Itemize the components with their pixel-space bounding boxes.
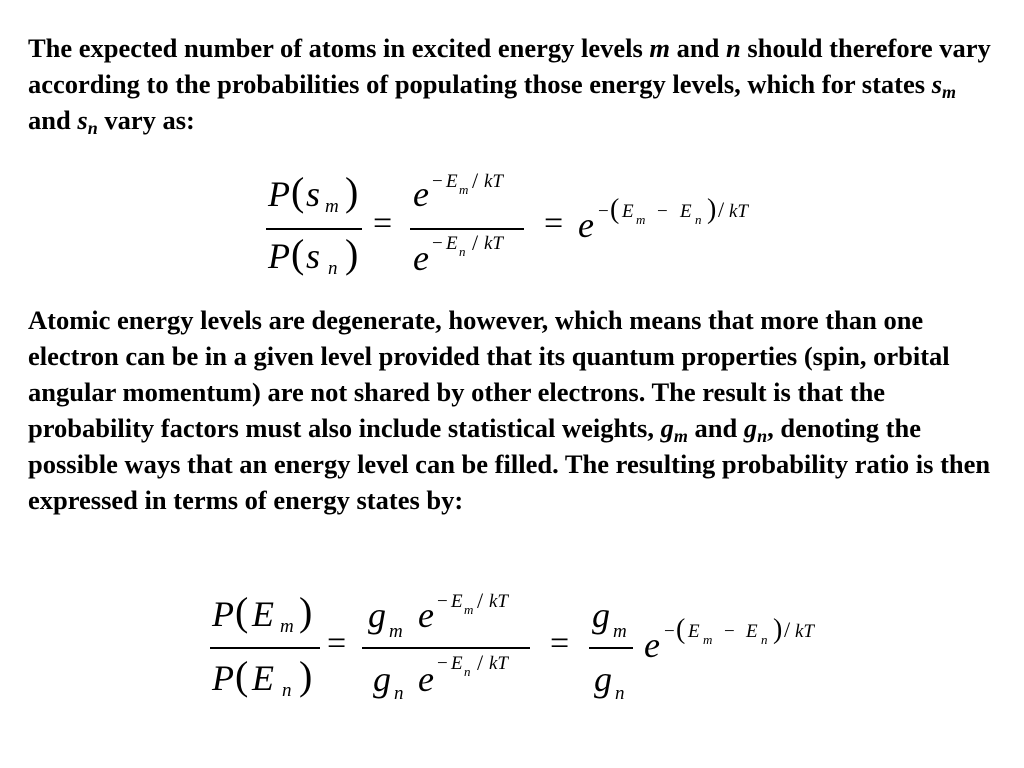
- eq-symbol-E: E: [746, 621, 758, 642]
- eq-symbol-P: P: [268, 174, 290, 214]
- eq-kT: kT: [729, 201, 748, 222]
- eq-symbol-e: e: [418, 659, 434, 699]
- eq-slash: /: [472, 168, 479, 193]
- eq-symbol-e: e: [413, 174, 429, 214]
- eq-equals: =: [550, 625, 570, 662]
- eq-equals: =: [373, 205, 393, 242]
- eq-symbol-E: E: [252, 658, 274, 698]
- eq-subscript-n: n: [615, 683, 625, 704]
- subscript-n: n: [87, 118, 98, 139]
- eq-minus: −: [432, 233, 443, 254]
- eq-paren: (: [676, 614, 686, 645]
- eq-kT: kT: [484, 171, 503, 192]
- eq-symbol-E: E: [446, 171, 458, 192]
- eq-kT: kT: [489, 591, 508, 612]
- text-segment: should therefore vary according to the probabilities of populating those energy levels, which for states: [28, 33, 991, 99]
- eq-minus: −: [437, 653, 448, 674]
- eq-paren: (: [291, 231, 305, 276]
- eq-symbol-g: g: [368, 595, 386, 635]
- eq-equals: =: [544, 205, 564, 242]
- variable-g: g: [660, 413, 674, 443]
- eq-subscript-m: m: [464, 602, 474, 617]
- eq-symbol-g: g: [592, 595, 610, 635]
- eq-paren: (: [291, 169, 305, 214]
- eq-minus: −: [724, 621, 735, 642]
- variable-s: s: [77, 105, 88, 135]
- eq-symbol-E: E: [680, 201, 692, 222]
- fraction-bar: [210, 647, 320, 649]
- eq-paren: ): [345, 231, 359, 276]
- eq-subscript-m: m: [389, 621, 403, 642]
- eq-symbol-e: e: [644, 625, 660, 665]
- text-segment: Atomic energy levels are degenerate, however, which means that more than one electron can be in a given level provided that its quantum properties (spin, orbital angular momentum) are not shared by other electrons. The result is that the probability factors must also include statistical weights,: [28, 305, 950, 443]
- eq-slash: /: [477, 588, 484, 613]
- eq-minus: −: [598, 201, 609, 222]
- eq-symbol-s: s: [306, 236, 321, 276]
- eq-paren: ): [299, 589, 313, 634]
- eq-subscript-n: n: [761, 632, 768, 647]
- eq-subscript-n: n: [394, 683, 404, 704]
- eq-minus: −: [664, 621, 675, 642]
- subscript-m: m: [942, 82, 957, 103]
- eq-paren: ): [707, 194, 717, 225]
- eq-paren: ): [773, 614, 783, 645]
- text-segment: and: [670, 33, 727, 63]
- variable-n: n: [726, 33, 741, 63]
- eq-symbol-E: E: [688, 621, 700, 642]
- eq-subscript-m: m: [636, 212, 646, 227]
- eq-kT: kT: [484, 233, 503, 254]
- eq-subscript-m: m: [703, 632, 713, 647]
- eq-slash: /: [784, 617, 791, 642]
- eq-symbol-e: e: [578, 205, 594, 245]
- eq-symbol-g: g: [373, 659, 391, 699]
- eq-subscript-n: n: [464, 664, 471, 679]
- eq-subscript-n: n: [282, 680, 292, 701]
- eq-subscript-n: n: [695, 212, 702, 227]
- eq-symbol-P: P: [212, 658, 234, 698]
- eq-paren: (: [235, 589, 249, 634]
- eq-subscript-m: m: [325, 196, 339, 217]
- eq-symbol-E: E: [622, 201, 634, 222]
- eq-symbol-g: g: [594, 659, 612, 699]
- eq-subscript-m: m: [280, 616, 294, 637]
- eq-symbol-e: e: [413, 238, 429, 278]
- eq-paren: (: [610, 194, 620, 225]
- eq-slash: /: [472, 230, 479, 255]
- eq-symbol-P: P: [212, 594, 234, 634]
- eq-kT: kT: [795, 621, 814, 642]
- eq-slash: /: [477, 650, 484, 675]
- eq-minus: −: [657, 201, 668, 222]
- eq-symbol-s: s: [306, 174, 321, 214]
- eq-symbol-e: e: [418, 595, 434, 635]
- eq-symbol-E: E: [252, 594, 274, 634]
- eq-subscript-m: m: [613, 621, 627, 642]
- eq-equals: =: [327, 625, 347, 662]
- eq-kT: kT: [489, 653, 508, 674]
- eq-subscript-m: m: [459, 182, 469, 197]
- text-segment: and: [28, 105, 78, 135]
- fraction-bar: [362, 647, 530, 649]
- subscript-n: n: [757, 426, 768, 447]
- eq-minus: −: [432, 171, 443, 192]
- variable-m: m: [649, 33, 671, 63]
- eq-paren: ): [299, 653, 313, 698]
- eq-symbol-E: E: [446, 233, 458, 254]
- eq-paren: (: [235, 653, 249, 698]
- eq-symbol-E: E: [451, 591, 463, 612]
- eq-slash: /: [718, 197, 725, 222]
- variable-s: s: [931, 69, 943, 99]
- text-segment: and: [687, 413, 744, 443]
- text-segment: vary as:: [97, 105, 195, 135]
- text-segment: , denoting the possible ways that an energy level can be filled. The resulting probability ratio is then expressed in terms of energy states by:: [28, 413, 991, 515]
- eq-subscript-n: n: [328, 258, 338, 279]
- subscript-m: m: [673, 426, 688, 447]
- fraction-bar: [589, 647, 633, 649]
- eq-minus: −: [437, 591, 448, 612]
- eq-symbol-P: P: [268, 236, 290, 276]
- text-segment: The expected number of atoms in excited energy levels: [28, 33, 650, 63]
- eq-paren: ): [345, 169, 359, 214]
- eq-subscript-n: n: [459, 244, 466, 259]
- variable-g: g: [743, 413, 758, 443]
- eq-symbol-E: E: [451, 653, 463, 674]
